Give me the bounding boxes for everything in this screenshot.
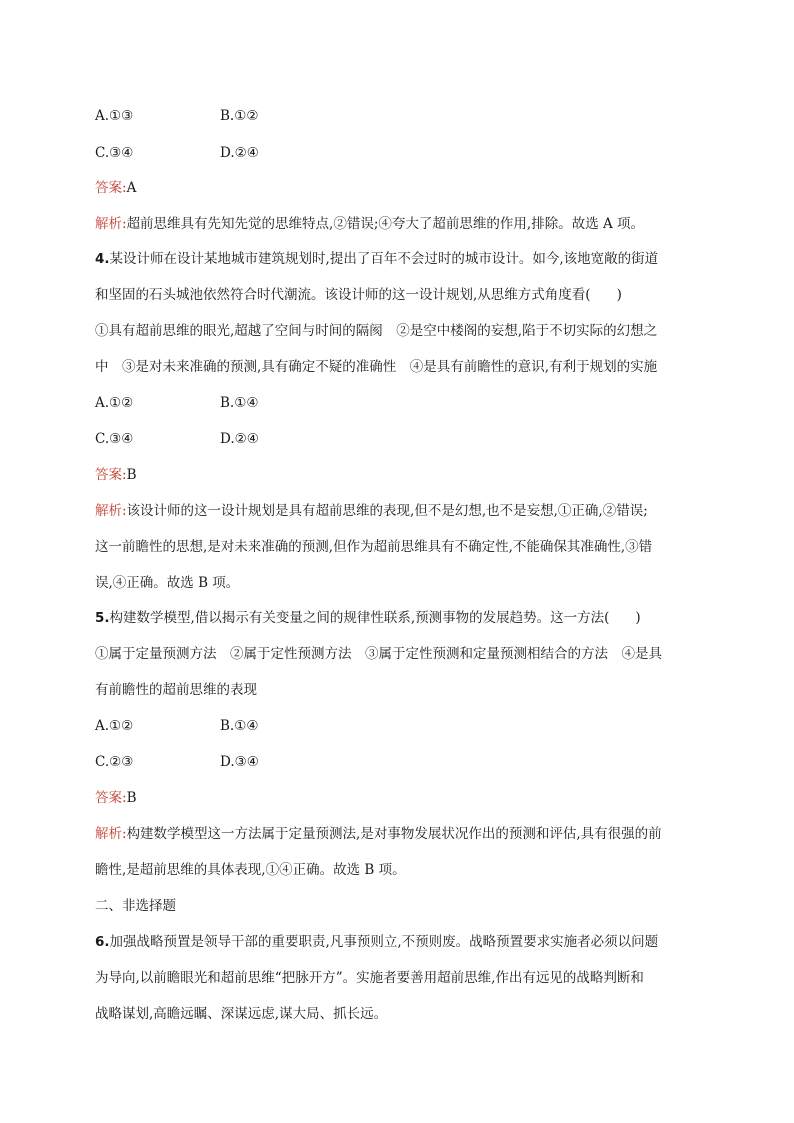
q6-stem-text: 加强战略预置是领导干部的重要职责,凡事预则立,不预则废。战略预置要求实施者必须以问题 — [109, 934, 659, 950]
q4-analysis-line: 该设计师的这一设计规划是具有超前思维的表现,但不是幻想,也不是妄想,①正确,②错误; — [126, 503, 648, 519]
q4-stem-line — [95, 286, 622, 304]
q5-analysis-line: 构建数学模型这一方法属于定量预测法,是对事物发展状况作出的预测和评估,具有很强的前 — [126, 826, 662, 842]
section-title: 二、非选择题 — [95, 898, 176, 914]
q5-option-a: A.①② — [95, 718, 134, 734]
q3-analysis-label: 解析: — [95, 216, 127, 232]
q3-option-c: C.③④ — [95, 145, 134, 161]
q5-option-d: D.③④ — [220, 754, 259, 770]
q4-option-b: B.①④ — [220, 395, 259, 411]
q4-statements-line: ①具有超前思维的眼光,超越了空间与时间的隔阂 ②是空中楼阁的妄想,陷于不切实际的幻想之 — [95, 323, 658, 339]
q4-analysis-label: 解析: — [95, 503, 127, 519]
q5-option-b: B.①④ — [220, 718, 259, 734]
q4-answer — [95, 466, 136, 484]
q4-number: 4. — [95, 251, 110, 267]
q5-statements-line: 有前瞻性的超前思维的表现 — [95, 682, 257, 698]
q5-stem-text: 构建数学模型,借以揭示有关变量之间的规律性联系,预测事物的发展趋势。这一方法( — [109, 610, 610, 626]
q5-answer-value: B — [126, 790, 137, 806]
q3-answer-value: A — [126, 180, 137, 196]
q4-stem-close: ) — [616, 287, 622, 303]
q5-analysis-label: 解析: — [95, 826, 127, 842]
q4-answer-label: 答案: — [95, 467, 127, 483]
q5-analysis-line: 瞻性,是超前思维的具体表现,①④正确。故选 B 项。 — [95, 862, 406, 878]
q5-answer — [95, 789, 136, 807]
q5-analysis — [95, 825, 662, 843]
q4-statements-line: 中 ③是对未来准确的预测,具有确定不疑的准确性 ④是具有前瞻性的意识,有利于规划的实施 — [95, 359, 658, 375]
q4-stem-text: 某设计师在设计某地城市建筑规划时,提出了百年不会过时的城市设计。如今,该地宽敞的街道 — [109, 251, 659, 267]
q4-stem-line — [95, 250, 658, 268]
q6-stem-line: 为导向,以前瞻眼光和超前思维“把脉开方”。实施者要善用超前思维,作出有远见的战略判断和 — [95, 970, 644, 986]
q5-answer-label: 答案: — [95, 790, 127, 806]
q3-answer — [95, 179, 136, 197]
q3-option-d: D.②④ — [220, 145, 259, 161]
q5-option-c: C.②③ — [95, 754, 134, 770]
q3-option-a: A.①③ — [95, 108, 134, 124]
q4-stem-text: 和坚固的石头城池依然符合时代潮流。该设计师的这一设计规划,从思维方式角度看( — [95, 287, 591, 303]
q3-analysis-line: 超前思维具有先知先觉的思维特点,②错误;④夸大了超前思维的作用,排除。故选 A 项。 — [126, 216, 645, 232]
q4-option-d: D.②④ — [220, 431, 259, 447]
q6-number: 6. — [95, 934, 110, 950]
q4-analysis-line: 误,④正确。故选 B 项。 — [95, 575, 240, 591]
q5-stem-close: ) — [635, 610, 641, 626]
q3-analysis — [95, 215, 644, 233]
q3-answer-label: 答案: — [95, 180, 127, 196]
q4-option-a: A.①② — [95, 395, 134, 411]
q3-option-b: B.①② — [220, 108, 259, 124]
q4-analysis — [95, 502, 648, 520]
q4-option-c: C.③④ — [95, 431, 134, 447]
q5-number: 5. — [95, 610, 110, 626]
q5-statements-line: ①属于定量预测方法 ②属于定性预测方法 ③属于定性预测和定量预测相结合的方法 ④是具 — [95, 646, 662, 662]
q4-answer-value: B — [126, 467, 137, 483]
q4-analysis-line: 这一前瞻性的思想,是对未来准确的预测,但作为超前思维具有不确定性,不能确保其准确性,③错 — [95, 539, 653, 555]
q6-stem-line: 战略谋划,高瞻远瞩、深谋远虑,谋大局、抓长远。 — [95, 1006, 388, 1022]
q5-stem-line — [95, 609, 641, 627]
q6-stem-line — [95, 933, 658, 951]
